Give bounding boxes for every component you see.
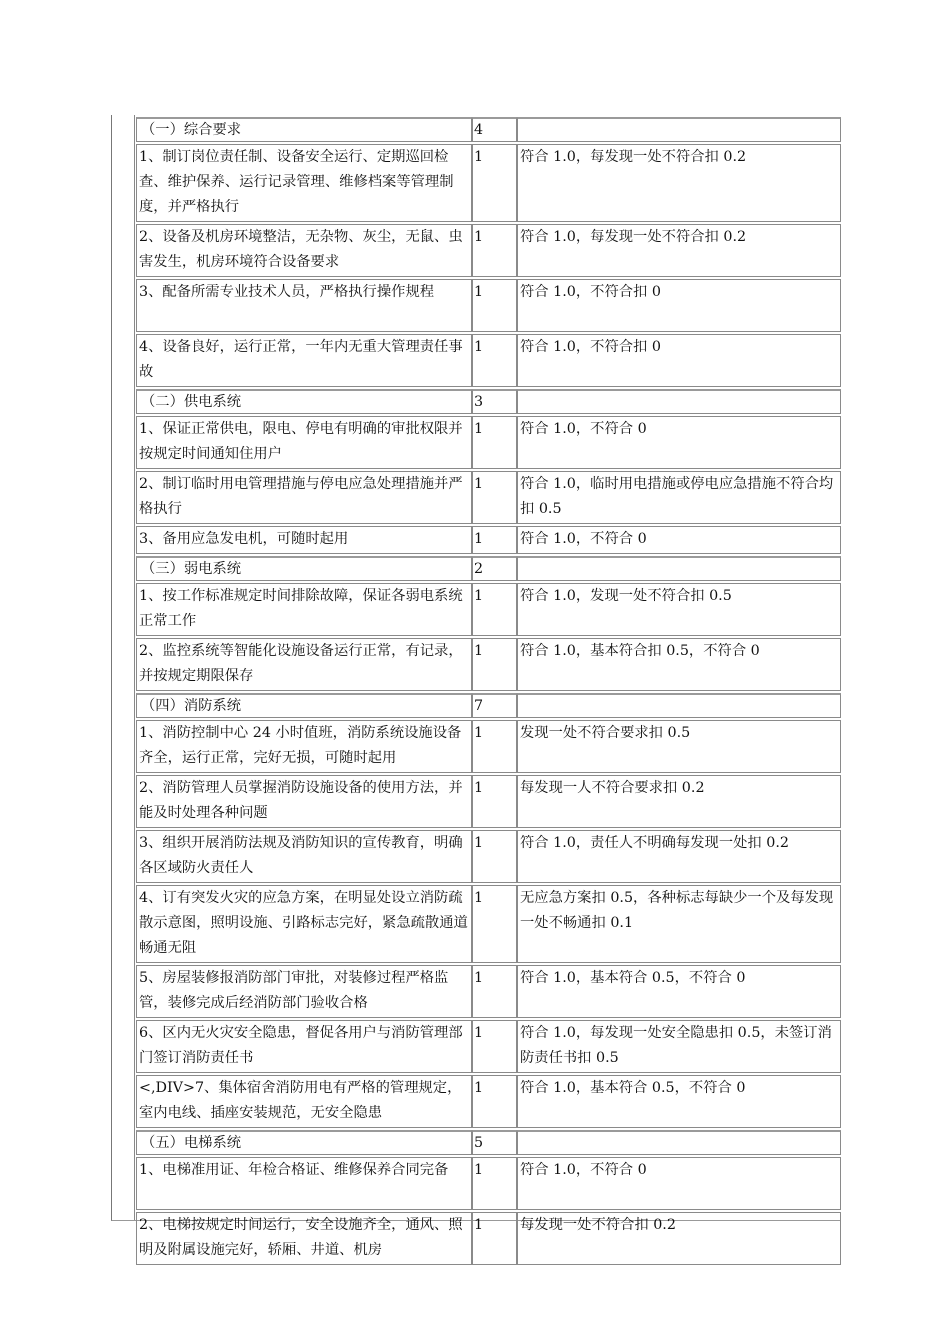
table-row bbox=[136, 775, 841, 828]
section-score: 3 bbox=[472, 389, 517, 414]
table-row bbox=[136, 334, 841, 387]
item-score: 1 bbox=[472, 885, 517, 963]
item-score: 1 bbox=[472, 720, 517, 773]
section-standard-empty bbox=[517, 556, 841, 581]
item-description: 2、监控系统等智能化设施设备运行正常，有记录，并按规定期限保存 bbox=[136, 638, 472, 691]
item-score: 1 bbox=[472, 471, 517, 524]
section-header-row bbox=[136, 693, 841, 718]
scoring-standard: 符合 1.0，基本符合 0.5，不符合 0 bbox=[517, 1075, 841, 1128]
scoring-standard: 符合 1.0，临时用电措施或停电应急措施不符合均扣 0.5 bbox=[517, 471, 841, 524]
section-header-row bbox=[136, 556, 841, 581]
item-description: 5、房屋装修报消防部门审批，对装修过程严格监管，装修完成后经消防部门验收合格 bbox=[136, 965, 472, 1018]
scoring-standard: 符合 1.0，每发现一处不符合扣 0.2 bbox=[517, 224, 841, 277]
item-description: 3、配备所需专业技术人员，严格执行操作规程 bbox=[136, 279, 472, 332]
item-description: 3、组织开展消防法规及消防知识的宣传教育，明确各区域防火责任人 bbox=[136, 830, 472, 883]
assessment-table bbox=[136, 115, 841, 1267]
item-score: 1 bbox=[472, 638, 517, 691]
assessment-table-body bbox=[136, 117, 841, 1265]
item-description: 1、电梯准用证、年检合格证、维修保养合同完备 bbox=[136, 1157, 472, 1210]
scoring-standard: 符合 1.0，不符合 0 bbox=[517, 1157, 841, 1210]
section-standard-empty bbox=[517, 1130, 841, 1155]
scoring-standard: 符合 1.0，不符合 0 bbox=[517, 526, 841, 554]
item-score: 1 bbox=[472, 1157, 517, 1210]
item-description: 1、保证正常供电，限电、停电有明确的审批权限并按规定时间通知住用户 bbox=[136, 416, 472, 469]
table-row bbox=[136, 720, 841, 773]
table-row bbox=[136, 885, 841, 963]
item-score: 1 bbox=[472, 144, 517, 222]
table-row bbox=[136, 583, 841, 636]
item-score: 1 bbox=[472, 775, 517, 828]
section-title: （五）电梯系统 bbox=[136, 1130, 472, 1155]
item-score: 1 bbox=[472, 334, 517, 387]
document-frame bbox=[111, 115, 840, 1258]
table-row bbox=[136, 1020, 841, 1073]
item-description: 6、区内无火灾安全隐患，督促各用户与消防管理部门签订消防责任书 bbox=[136, 1020, 472, 1073]
table-row bbox=[136, 965, 841, 1018]
scoring-standard: 符合 1.0，基本符合 0.5，不符合 0 bbox=[517, 965, 841, 1018]
scoring-standard: 每发现一处不符合扣 0.2 bbox=[517, 1212, 841, 1265]
section-score: 5 bbox=[472, 1130, 517, 1155]
item-score: 1 bbox=[472, 965, 517, 1018]
scoring-standard: 符合 1.0，不符合 0 bbox=[517, 416, 841, 469]
section-score: 7 bbox=[472, 693, 517, 718]
item-description: 4、设备良好，运行正常，一年内无重大管理责任事故 bbox=[136, 334, 472, 387]
item-description: 2、电梯按规定时间运行，安全设施齐全，通风、照明及附属设施完好，轿厢、井道、机房 bbox=[136, 1212, 472, 1265]
table-row bbox=[136, 638, 841, 691]
scoring-standard: 符合 1.0，基本符合扣 0.5，不符合 0 bbox=[517, 638, 841, 691]
scoring-standard: 符合 1.0，发现一处不符合扣 0.5 bbox=[517, 583, 841, 636]
section-standard-empty bbox=[517, 389, 841, 414]
item-description: 1、按工作标准规定时间排除故障，保证各弱电系统正常工作 bbox=[136, 583, 472, 636]
table-row bbox=[136, 1075, 841, 1128]
section-header-row bbox=[136, 389, 841, 414]
scoring-standard: 每发现一人不符合要求扣 0.2 bbox=[517, 775, 841, 828]
table-row bbox=[136, 279, 841, 332]
scoring-standard: 符合 1.0，每发现一处不符合扣 0.2 bbox=[517, 144, 841, 222]
section-title: （三）弱电系统 bbox=[136, 556, 472, 581]
item-description: 1、制订岗位责任制、设备安全运行、定期巡回检查、维护保养、运行记录管理、维修档案等管理制度，并严格执行 bbox=[136, 144, 472, 222]
item-description: 2、设备及机房环境整洁，无杂物、灰尘，无鼠、虫害发生，机房环境符合设备要求 bbox=[136, 224, 472, 277]
item-description: 2、制订临时用电管理措施与停电应急处理措施并严格执行 bbox=[136, 471, 472, 524]
table-row bbox=[136, 1157, 841, 1210]
item-description: 1、消防控制中心 24 小时值班，消防系统设施设备齐全，运行正常，完好无损，可随时起用 bbox=[136, 720, 472, 773]
item-score: 1 bbox=[472, 830, 517, 883]
table-row bbox=[136, 526, 841, 554]
section-score: 4 bbox=[472, 117, 517, 142]
table-row bbox=[136, 144, 841, 222]
scoring-standard: 符合 1.0，每发现一处安全隐患扣 0.5，未签订消防责任书扣 0.5 bbox=[517, 1020, 841, 1073]
scoring-standard: 发现一处不符合要求扣 0.5 bbox=[517, 720, 841, 773]
item-score: 1 bbox=[472, 526, 517, 554]
item-description: 3、备用应急发电机，可随时起用 bbox=[136, 526, 472, 554]
item-score: 1 bbox=[472, 1075, 517, 1128]
item-score: 1 bbox=[472, 279, 517, 332]
item-score: 1 bbox=[472, 1020, 517, 1073]
item-description: 4、订有突发火灾的应急方案，在明显处设立消防疏散示意图，照明设施、引路标志完好，紧急疏散通道畅通无阻 bbox=[136, 885, 472, 963]
item-description: <,DIV>7、集体宿舍消防用电有严格的管理规定，室内电线、插座安装规范，无安全隐患 bbox=[136, 1075, 472, 1128]
scoring-standard: 符合 1.0，不符合扣 0 bbox=[517, 279, 841, 332]
item-score: 1 bbox=[472, 416, 517, 469]
table-row bbox=[136, 224, 841, 277]
item-score: 1 bbox=[472, 1212, 517, 1265]
scoring-standard: 符合 1.0，不符合扣 0 bbox=[517, 334, 841, 387]
section-title: （一）综合要求 bbox=[136, 117, 472, 142]
table-row bbox=[136, 471, 841, 524]
left-margin-column bbox=[112, 115, 135, 1220]
table-row bbox=[136, 416, 841, 469]
section-standard-empty bbox=[517, 693, 841, 718]
section-header-row bbox=[136, 117, 841, 142]
item-score: 1 bbox=[472, 583, 517, 636]
section-title: （二）供电系统 bbox=[136, 389, 472, 414]
table-row bbox=[136, 830, 841, 883]
section-standard-empty bbox=[517, 117, 841, 142]
scoring-standard: 符合 1.0，责任人不明确每发现一处扣 0.2 bbox=[517, 830, 841, 883]
scoring-standard: 无应急方案扣 0.5，各种标志每缺少一个及每发现一处不畅通扣 0.1 bbox=[517, 885, 841, 963]
item-description: 2、消防管理人员掌握消防设施设备的使用方法，并能及时处理各种问题 bbox=[136, 775, 472, 828]
item-score: 1 bbox=[472, 224, 517, 277]
section-title: （四）消防系统 bbox=[136, 693, 472, 718]
section-score: 2 bbox=[472, 556, 517, 581]
section-header-row bbox=[136, 1130, 841, 1155]
table-row bbox=[136, 1212, 841, 1265]
